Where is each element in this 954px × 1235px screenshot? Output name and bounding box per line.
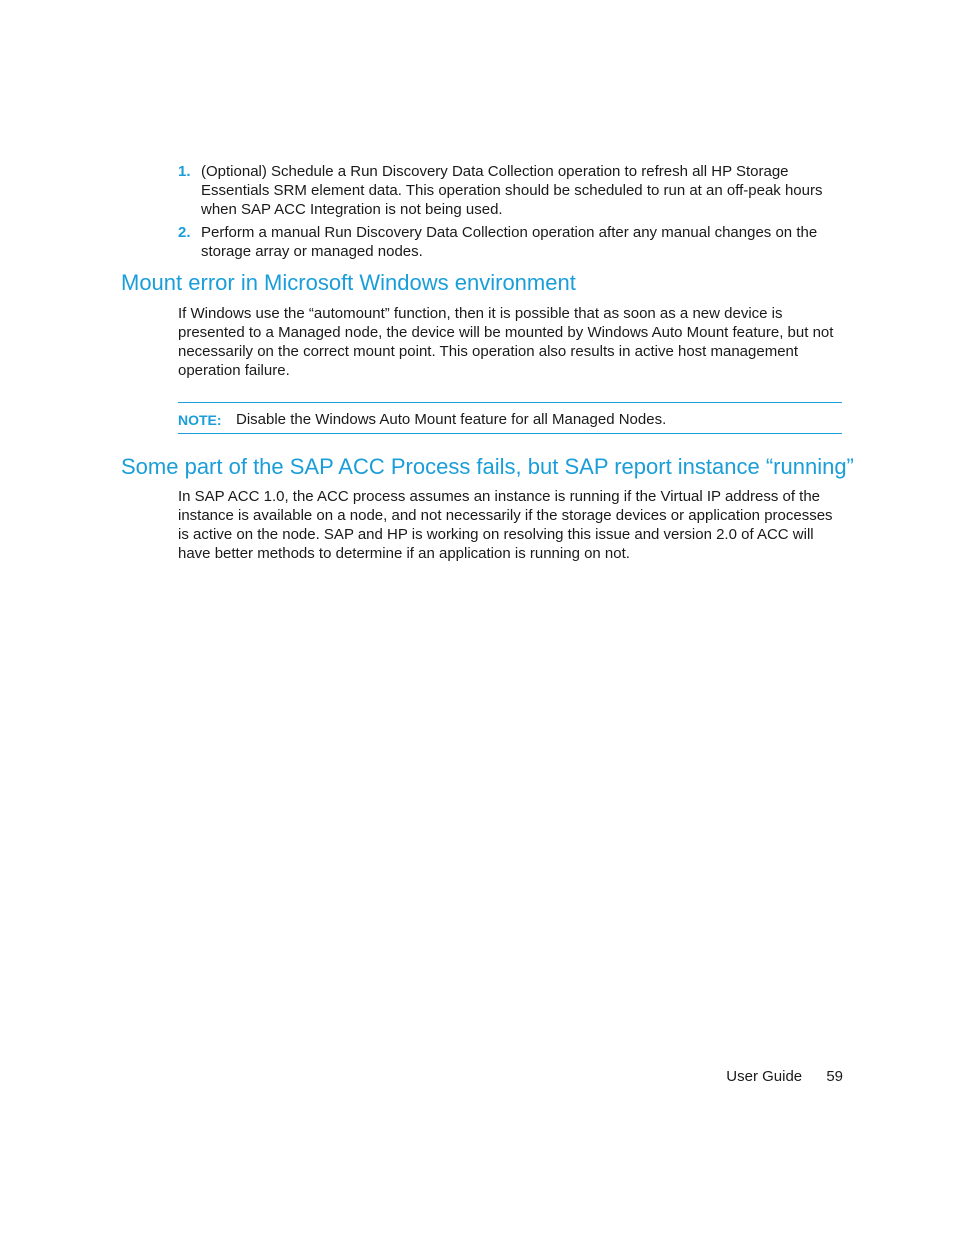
- step-number: 1.: [178, 163, 191, 180]
- list-item: [178, 162, 828, 219]
- section-heading-sap-acc: Some part of the SAP ACC Process fails, but SAP report instance “running”: [121, 454, 854, 479]
- section-body-sap-acc: In SAP ACC 1.0, the ACC process assumes an instance is running if the Virtual IP address of the instance is available on a node, and not necessarily if the storage devices or application processes is active on the node. SAP and HP is working on resolving this issue and version 2.0 of ACC will have better methods to determine if an application is running on not.: [178, 488, 833, 562]
- note-label: NOTE:: [178, 412, 222, 428]
- section-body-mount-error: If Windows use the “automount” function, then it is possible that as soon as a new device is presented to a Managed node, the device will be mounted by Windows Auto Mount feature, but not necessarily on the correct mount point. This operation also results in active host management operation failure.: [178, 305, 834, 379]
- note-box: [178, 402, 842, 434]
- footer-guide-title: User Guide: [726, 1068, 803, 1085]
- step-number: 2.: [178, 224, 191, 241]
- note-text: Disable the Windows Auto Mount feature for all Managed Nodes.: [236, 411, 667, 428]
- step-text: (Optional) Schedule a Run Discovery Data Collection operation to refresh all HP Storage Essentials SRM element data. This operation should be scheduled to run at an off-peak hours when SAP ACC Integration is not being used.: [201, 163, 823, 218]
- step-text: Perform a manual Run Discovery Data Collection operation after any manual changes on the storage array or managed nodes.: [201, 224, 818, 260]
- page-number: 59: [826, 1068, 843, 1085]
- numbered-steps: [178, 162, 828, 265]
- list-item: [178, 223, 828, 261]
- section-heading-mount-error: Mount error in Microsoft Windows environment: [121, 270, 576, 295]
- page-footer: [726, 1067, 843, 1086]
